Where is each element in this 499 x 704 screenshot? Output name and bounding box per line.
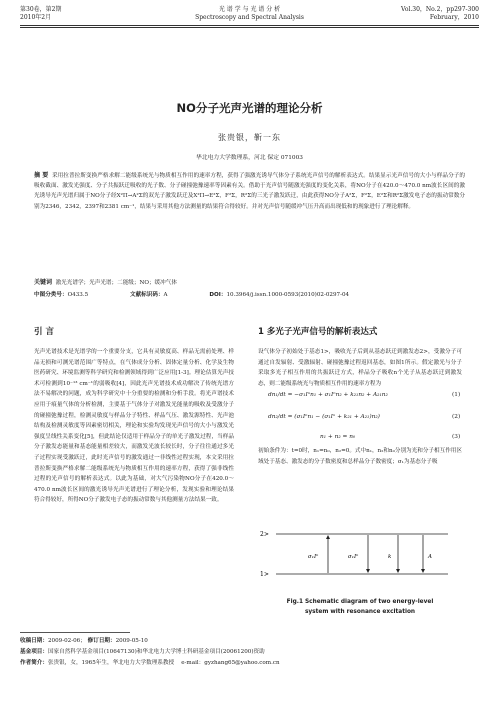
stimulated-emission-arrowhead: [366, 569, 370, 573]
equation-3-number: (3): [452, 434, 461, 440]
classification-line: [34, 290, 465, 298]
article-title: NO分子光声光谱的理论分析: [176, 101, 323, 115]
received-label: 收稿日期：: [20, 638, 48, 644]
equation-2-number: (2): [452, 414, 461, 420]
revised-label: 修订日期：: [87, 638, 116, 644]
figure-caption-line2: system with resonance excitation: [304, 609, 416, 615]
email-label: e-mail：: [181, 660, 205, 666]
clc-group: [34, 292, 108, 298]
absorption-label: σ₁Iⁿ: [308, 554, 319, 560]
spontaneous-emission-arrowhead: [421, 569, 425, 573]
collision-relaxation-arrowhead: [396, 569, 400, 573]
abstract-text: 采用拉普拉斯变换严格求解二能级系统光与物质相互作用的速率方程，获得了强激光诱导气体分子系统光声信号的解析表达式。结果显示光声信号的大小与样品分子的吸收截面、激发光强度、分子共振跃迁吸收的光子数、分子碰撞弛豫速率等因素有关。借助于光声信号随激光强度的变化关系，将NO分子在420.0～470.0 nm波长区间的激光诱导光声光谱归属于NO分子经X²Π→A²Σ的双光子激发跃迁及X²Π→E²Σ，F²Σ，R²Σ的三光子激发跃迁，由此获得NO分子A²Σ，F²Σ，E²Σ和R²Σ激发电子态的振动常数分别为2346，2342，2397和2381 cm⁻¹，结果与采用其他方法测量的结果符合得较好。并对光声信号随缓冲气压升高而出现低和的现象进行了理论解释。: [34, 173, 465, 210]
doc-code-group: [130, 292, 188, 298]
footnote-dates: 收稿日期：2009-02-06； 修订日期：2009-05-10: [20, 638, 148, 644]
section1-text1: 设气体分子初始处于基态1>，吸收光子后到从基态跃迁到激发态2>，受激分子可通过自发辐射、受激辐射、碰撞弛豫过程返回基态，如图1所示。假定激光与分子采取多光子相互作用的共振跃迁方式，样品分子吸收n个光子从基态跃迁到激发态，则二能级系统光与物质相互作用的速率方程为: [258, 349, 462, 387]
header-rule-top: [20, 25, 479, 26]
lower-level-label: 1>: [260, 571, 269, 578]
relaxation-label: k: [388, 554, 392, 560]
absorption-arrowhead: [326, 535, 330, 539]
article-authors: 张贵银，靳一东: [218, 133, 281, 142]
header-right: [401, 6, 479, 22]
section1-text2: 初始条件为：t=0时，n₁=n₀，n₂=0。式中n₁，n₂和n₀分别为光和分子相互作用区域处于基态、激发态的分子数密度和总样品分子数密度；σ₁为基态分子吸: [258, 448, 462, 465]
author-label: 作者简介：: [20, 660, 48, 666]
clc-value: O433.5: [67, 292, 89, 298]
header-journal-en: Spectroscopy and Spectral Analysis: [195, 14, 304, 21]
two-level-diagram: [258, 528, 458, 578]
doi-group: [209, 292, 369, 298]
header-volume-en: Vol.30，No.2，pp297-300: [401, 6, 479, 13]
intro-text: 光声光谱技术是光谱学的一个重要分支，它具有灵敏度高、样品无需前处理、样品无损和可测光谱范围广等特点，在气体成分分析、固体定量分析、化学及生物医药研究、环境监测等科学研究和检测领域得到广泛应用[1-3]。理论估算光声技术可检测到10⁻¹³ cm⁻¹的弱吸收[4]，因此光声光谱技术成功解决了传统光谱方法不易解决的问题，成为科学研究中十分重要的检测和分析手段。将光声谱技术应用于痕量气体的分析检测，主要基于气体分子对激发光能量的吸收及受激分子的碰撞弛豫过程，检测灵敏度与样品分子特性、样品气压、激发源特性、光声池结构及检测灵敏度等因素密切相关，理论和实验均发现光声信号的大小与激发光强度呈线性关系变化[5]，但此结论仅适用于样品分子的单光子激发过程，当样品分子激发态能量和基态能量相差较大，而激发光波长较长时，分子往往通过多光子过程实现受激跃迁，此时光声信号的激发通过一非线性过程实现，本文采用拉普拉斯变换严格求解二能级系统光与物质相互作用的速率方程，获得了强非线性过程的光声信号的解析表达式。以此为基础，对大气污染物NO分子在420.0～470.0 nm波长区间的激光诱导光声光谱进行了理论分析，发现实验和理论结果符合得较好，所得NO分子激发电子态的振动常数与其他测量方法结果一致。: [34, 349, 234, 504]
footnote-fund: [20, 647, 479, 657]
header-volume-cn: 第30卷，第2期: [20, 6, 62, 13]
doc-code-label: 文献标识码：: [129, 292, 164, 298]
doi-value: 10.3964/j.issn.1000-0593(2010)02-0297-04: [226, 292, 350, 298]
equation-1-number: (1): [452, 392, 461, 398]
section1-heading: 1 多光子光声信号的解析表达式: [258, 327, 378, 337]
footnote-rule: [20, 632, 130, 633]
abstract: [34, 171, 465, 212]
upper-level-label: 2>: [260, 531, 269, 538]
keywords-text: 激光光谱学；光声光谱；二能级；NO；缓冲气体: [55, 280, 177, 286]
figure-caption: [250, 597, 470, 617]
author-text: 张贵银，女，1965年生，华北电力大学数理系教授: [47, 660, 175, 666]
equation-3: n₁ + n₂ = n₀: [320, 434, 356, 440]
keywords-label: 关键词: [34, 279, 53, 286]
revised-date: 2009-05-10: [115, 638, 148, 644]
clc-label: 中图分类号：: [34, 292, 68, 298]
equation-2: dn₂/dt = (σ₁Iⁿn₁ − (σ₁Iⁿ + k₂₁ + A₂₁)n₂): [268, 414, 380, 420]
keywords: [34, 278, 465, 288]
email-address: gyzhang65@yahoo.com.cn: [204, 660, 280, 666]
equation-1: dn₁/dt = −σ₁Iⁿn₁ + σ₁Iⁿn₂ + k₂₁n₂ + A₂₁n₂: [268, 392, 388, 398]
abstract-label: 摘 要: [34, 172, 49, 179]
article-affiliation: 华北电力大学数理系，河北 保定 071003: [196, 155, 303, 161]
stimulated-label: σ₁Iⁿ: [348, 554, 359, 560]
received-date: 2009-02-06: [47, 638, 81, 644]
doc-code-value: A: [163, 292, 168, 298]
header-date-cn: 2010年2月: [20, 14, 52, 21]
footnote-author: [20, 658, 479, 668]
fund-text: 国家自然科学基金项目(10647130)和华北电力大学博士科研基金项目(20061200)资助: [47, 649, 265, 655]
header-rule-bottom: [20, 27, 479, 28]
intro-heading: 引 言: [34, 327, 54, 337]
header-date-en: February，2010: [429, 14, 479, 21]
figure-caption-line1: Fig.1 Schematic diagram of two energy-level: [286, 599, 434, 605]
spontaneous-label: A: [428, 554, 432, 560]
doi-label: DOI：: [209, 292, 227, 298]
fund-label: 基金项目：: [20, 649, 48, 655]
header-journal-cn: 光 谱 学 与 光 谱 分 析: [218, 6, 281, 13]
